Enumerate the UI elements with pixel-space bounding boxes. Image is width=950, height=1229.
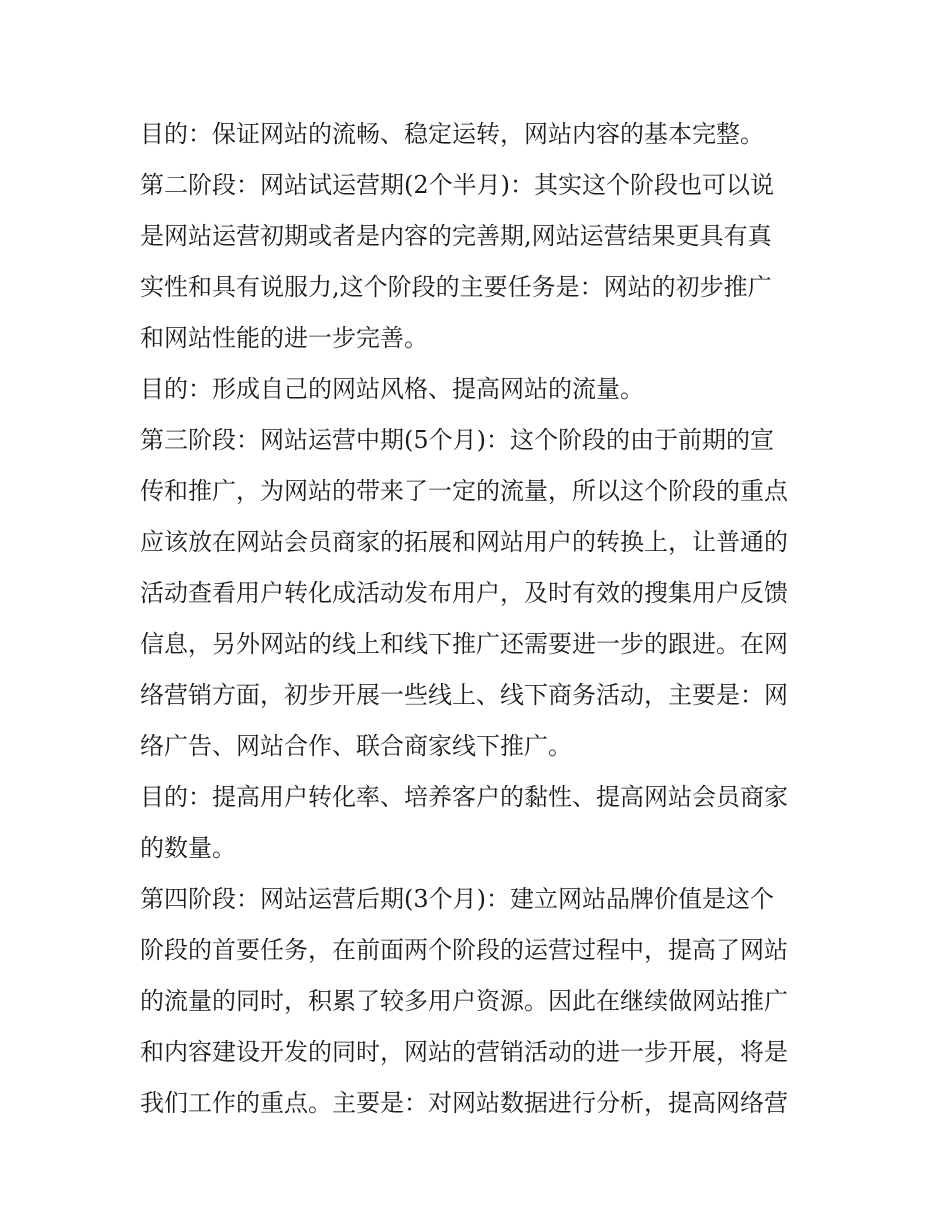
text-line: 传和推广，为网站的带来了一定的流量，所以这个阶段的重点 <box>140 477 788 505</box>
text-line: 的数量。 <box>140 834 236 862</box>
text-line: 目的：保证网站的流畅、稳定运转，网站内容的基本完整。 <box>140 120 764 148</box>
text-line: 络营销方面，初步开展一些线上、线下商务活动，主要是：网 <box>140 681 788 709</box>
text-line: 目的：形成自己的网站风格、提高网站的流量。 <box>140 375 644 403</box>
text-line: 第三阶段：网站运营中期(5个月)：这个阶段的由于前期的宣 <box>140 426 774 454</box>
text-line: 阶段的首要任务，在前面两个阶段的运营过程中，提高了网站 <box>140 936 788 964</box>
text-line: 信息，另外网站的线上和线下推广还需要进一步的跟进。在网 <box>140 630 788 658</box>
text-line: 我们工作的重点。主要是：对网站数据进行分析，提高网络营 <box>140 1089 788 1117</box>
text-line: 和内容建设开发的同时，网站的营销活动的进一步开展，将是 <box>140 1038 788 1066</box>
text-line: 络广告、网站合作、联合商家线下推广。 <box>140 732 572 760</box>
text-line: 的流量的同时，积累了较多用户资源。因此在继续做网站推广 <box>140 987 788 1015</box>
text-line: 第二阶段：网站试运营期(2个半月)：其实这个阶段也可以说 <box>140 171 774 199</box>
text-line: 实性和具有说服力,这个阶段的主要任务是：网站的初步推广 <box>140 273 772 301</box>
text-line: 活动查看用户转化成活动发布用户，及时有效的搜集用户反馈 <box>140 579 788 607</box>
text-line: 第四阶段：网站运营后期(3个月)：建立网站品牌价值是这个 <box>140 885 774 913</box>
text-line: 目的：提高用户转化率、培养客户的黏性、提高网站会员商家 <box>140 783 788 811</box>
document-body <box>140 109 815 1129</box>
text-line: 应该放在网站会员商家的拓展和网站用户的转换上，让普通的 <box>140 528 788 556</box>
text-line: 是网站运营初期或者是内容的完善期,网站运营结果更具有真 <box>140 222 772 250</box>
text-line: 和网站性能的进一步完善。 <box>140 324 428 352</box>
